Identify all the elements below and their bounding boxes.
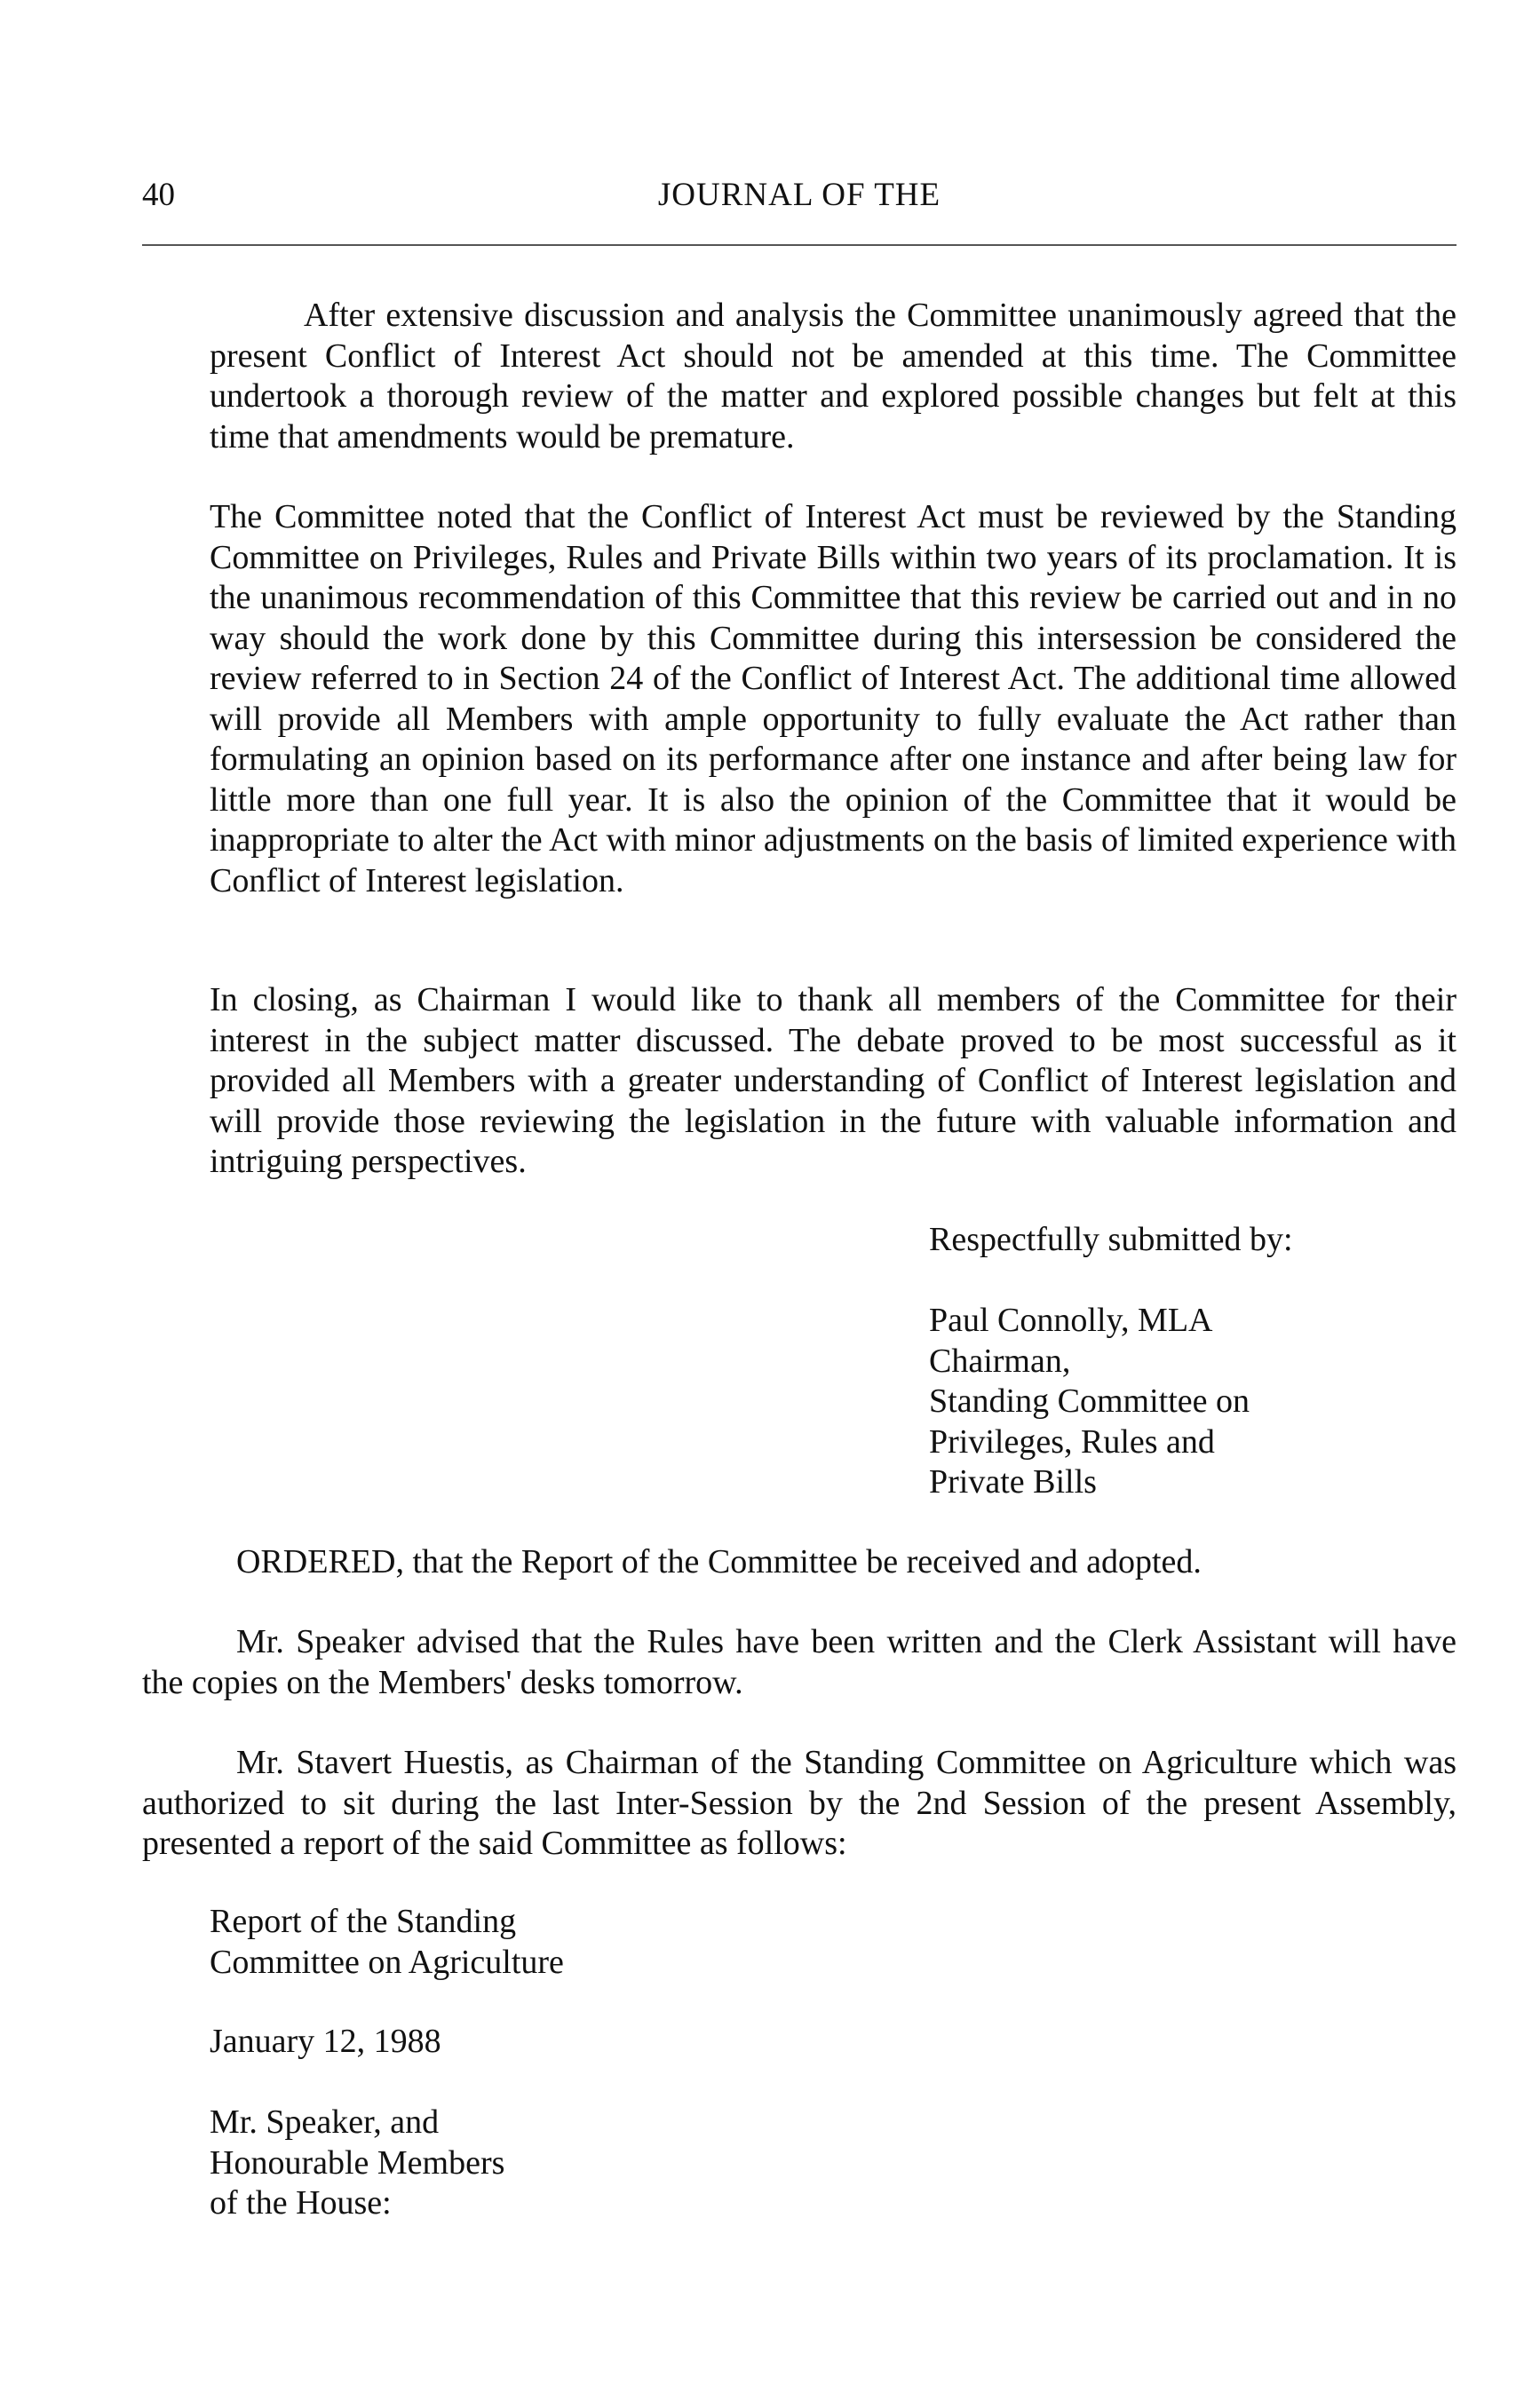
- huestis-note: Mr. Stavert Huestis, as Chairman of the Standing Committee on Agriculture which was authorized to sit during the last Inter-Session by the 2nd Session of the present Assembly, presented a report of the said Committee as follows:: [142, 1744, 1457, 1862]
- paragraph-review-recommendation: The Committee noted that the Conflict of Interest Act must be reviewed by the Standing Committee on Privileges, Rules and Private Bills within two years of its proclamation. It is the unanimous recommendation of this Committee that this review be carried out and in no way should the work done by this Committee during this intersession be considered the review referred to in Section 24 of the Conflict of Interest Act. The additional time allowed will provide all Members with ample opportunity to fully evaluate the Act rather than formulating an opinion based on its performance after one instance and after being law for little more than one full year. It is also the opinion of the Committee that it would be inappropriate to alter the Act with minor adjustments on the basis of limited experience with Conflict of Interest legislation.: [210, 498, 1457, 899]
- header-rule: [142, 244, 1457, 246]
- signature-name: Paul Connolly, MLA: [929, 1302, 1213, 1339]
- page-header: [142, 176, 1457, 218]
- page-number: 40: [142, 177, 175, 213]
- paragraph-closing: In closing, as Chairman I would like to thank all members of the Committee for their interest in the subject matter discussed. The debate proved to be most successful as it provided all Members with a greater understanding of Conflict of Interest legislation and will provide those reviewing the legislation in the future with valuable information and intriguing perspectives.: [210, 981, 1457, 1180]
- salutation: [210, 2103, 504, 2224]
- salutation-line: Honourable Members: [210, 2143, 505, 2182]
- signature-committee: Standing Committee on: [929, 1382, 1250, 1420]
- respectfully-submitted: Respectfully submitted by:: [929, 1221, 1293, 1258]
- ordered-statement: ORDERED, that the Report of the Committee be received and adopted.: [236, 1543, 1202, 1580]
- report-title-line: Committee on Agriculture: [210, 1943, 564, 1981]
- signature-committee-cont: Privileges, Rules and: [929, 1422, 1215, 1461]
- report-date: January 12, 1988: [210, 2023, 441, 2060]
- signature-committee-end: Private Bills: [929, 1463, 1097, 1501]
- salutation-line: Mr. Speaker, and: [210, 2103, 440, 2141]
- signature-block: [929, 1301, 1250, 1503]
- report-title: [210, 1902, 564, 1983]
- paragraph-committee-decision: After extensive discussion and analysis the Committee unanimously agreed that the present Conflict of Interest Act should not be amended at this time. The Committee undertook a thorough review of the matter and explored possible changes but felt at this time that amendments would be premature.: [210, 297, 1457, 455]
- salutation-line: of the House:: [210, 2184, 392, 2222]
- signature-title: Chairman,: [929, 1342, 1071, 1380]
- speaker-note: Mr. Speaker advised that the Rules have been written and the Clerk Assistant will have the copies on the Members' desks tomorrow.: [142, 1623, 1457, 1701]
- running-head: JOURNAL OF THE: [657, 177, 941, 213]
- report-title-line: Report of the Standing: [210, 1903, 517, 1940]
